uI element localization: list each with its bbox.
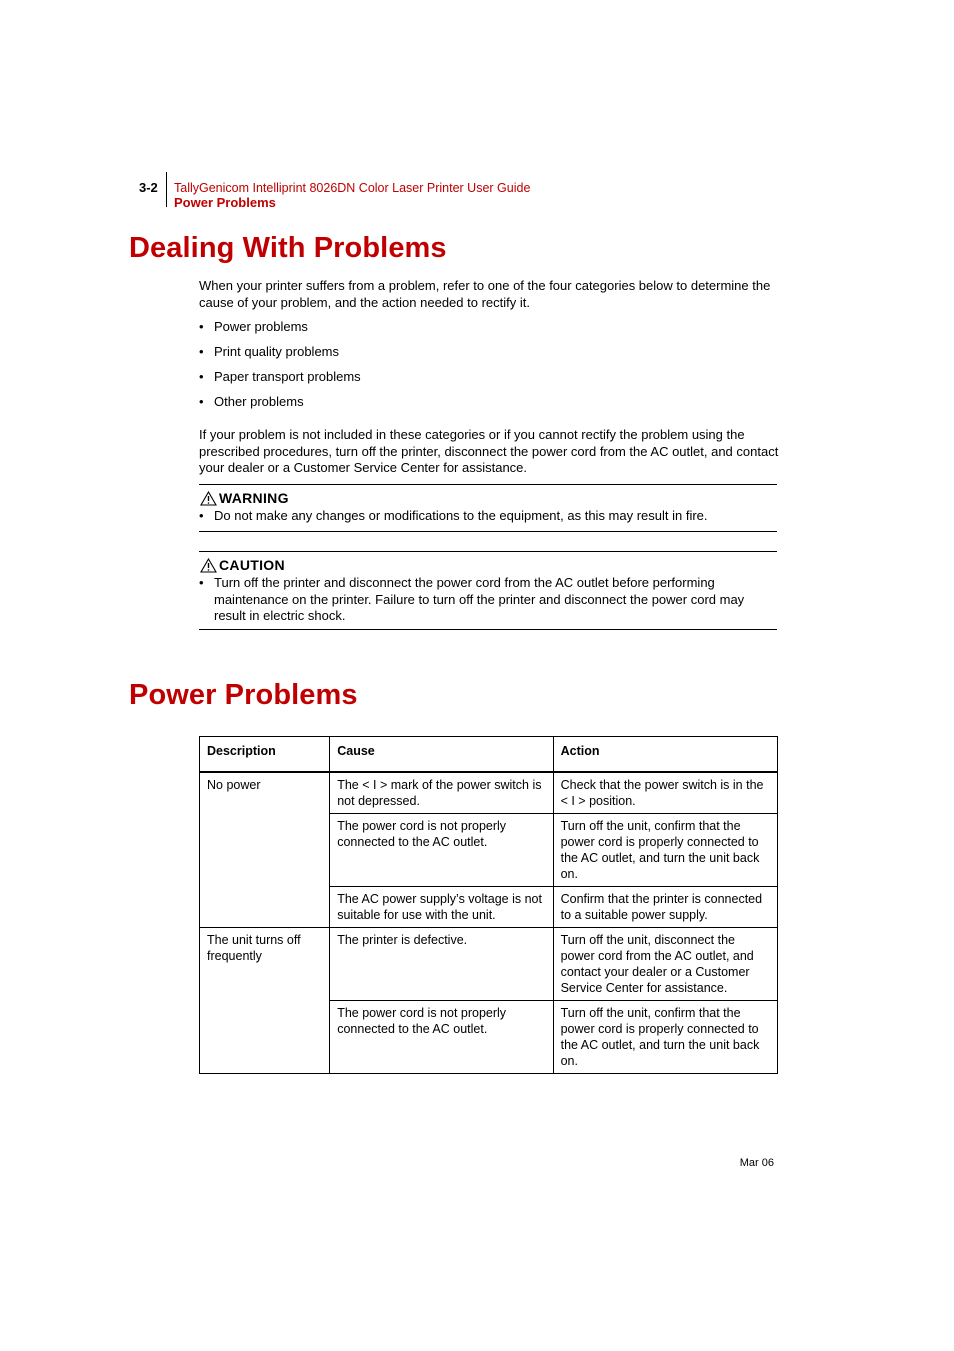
- category-list: [199, 319, 759, 419]
- column-header-action: Action: [553, 737, 777, 772]
- warning-triangle-icon: [200, 558, 217, 573]
- list-item-text: Power problems: [214, 319, 308, 334]
- assistance-paragraph: If your problem is not included in these categories or if you cannot rectify the problem using the prescribed procedures, turn off the printer, disconnect the power cord from the AC outlet, and contact your dealer or a Customer Service Center for assistance.: [199, 427, 779, 475]
- guide-title: TallyGenicom Intelliprint 8026DN Color Laser Printer User Guide: [174, 181, 531, 195]
- header-divider: [166, 172, 167, 207]
- description-cell: The unit turns off frequently: [200, 928, 330, 1074]
- bullet-icon: •: [199, 508, 204, 523]
- list-item-text: Print quality problems: [214, 344, 339, 359]
- list-item: [199, 394, 759, 419]
- caution-heading: [200, 557, 285, 573]
- power-problems-heading: Power Problems: [129, 679, 358, 711]
- table-header-row: [200, 737, 778, 772]
- running-section-title: Power Problems: [174, 195, 276, 210]
- bullet-icon: •: [199, 369, 204, 384]
- description-cell: No power: [200, 773, 330, 928]
- column-header-description: Description: [200, 737, 330, 772]
- warning-notice: [199, 484, 777, 532]
- cause-cell: The printer is defective.: [330, 928, 553, 1001]
- intro-paragraph: When your printer suffers from a problem, refer to one of the four categories below to determine the cause of your problem, and the action needed to rectify it.: [199, 278, 771, 310]
- list-item: [199, 369, 759, 394]
- warning-heading: [200, 490, 289, 506]
- bullet-icon: •: [199, 344, 204, 359]
- bullet-icon: •: [199, 575, 204, 590]
- cause-cell: The < I > mark of the power switch is not depressed.: [330, 773, 553, 814]
- cause-cell: The power cord is not properly connected to the AC outlet.: [330, 1001, 553, 1074]
- action-cell: Turn off the unit, confirm that the power cord is properly connected to the AC outlet, and turn the unit back on.: [553, 1001, 777, 1074]
- power-problems-table: [199, 736, 778, 1074]
- cause-cell: The AC power supply’s voltage is not suitable for use with the unit.: [330, 887, 553, 928]
- table-row: [200, 928, 778, 1001]
- warning-item: [199, 508, 777, 525]
- cause-cell: The power cord is not properly connected to the AC outlet.: [330, 814, 553, 887]
- bullet-icon: •: [199, 319, 204, 334]
- page-number: 3-2: [139, 180, 158, 195]
- caution-label: CAUTION: [219, 557, 285, 573]
- caution-notice: [199, 551, 777, 630]
- dealing-heading: Dealing With Problems: [129, 232, 447, 264]
- footer-date: Mar 06: [739, 1157, 774, 1169]
- action-cell: Confirm that the printer is connected to a suitable power supply.: [553, 887, 777, 928]
- action-cell: Turn off the unit, confirm that the power cord is properly connected to the AC outlet, and turn the unit back on.: [553, 814, 777, 887]
- table-row: [200, 773, 778, 814]
- list-item: [199, 319, 759, 344]
- warning-triangle-icon: [200, 491, 217, 506]
- caution-text: Turn off the printer and disconnect the power cord from the AC outlet before performing maintenance on the printer. Failure to turn off the printer and disconnect the power cord may result in electric shock.: [214, 575, 745, 623]
- warning-label: WARNING: [219, 490, 289, 506]
- action-cell: Turn off the unit, disconnect the power cord from the AC outlet, and contact your dealer or a Customer Service Center for assistance.: [553, 928, 777, 1001]
- warning-text: Do not make any changes or modifications to the equipment, as this may result in fire.: [214, 508, 708, 523]
- list-item-text: Paper transport problems: [214, 369, 361, 384]
- list-item: [199, 344, 759, 369]
- action-cell: Check that the power switch is in the < I > position.: [553, 773, 777, 814]
- bullet-icon: •: [199, 394, 204, 409]
- caution-item: [199, 575, 777, 625]
- list-item-text: Other problems: [214, 394, 304, 409]
- column-header-cause: Cause: [330, 737, 553, 772]
